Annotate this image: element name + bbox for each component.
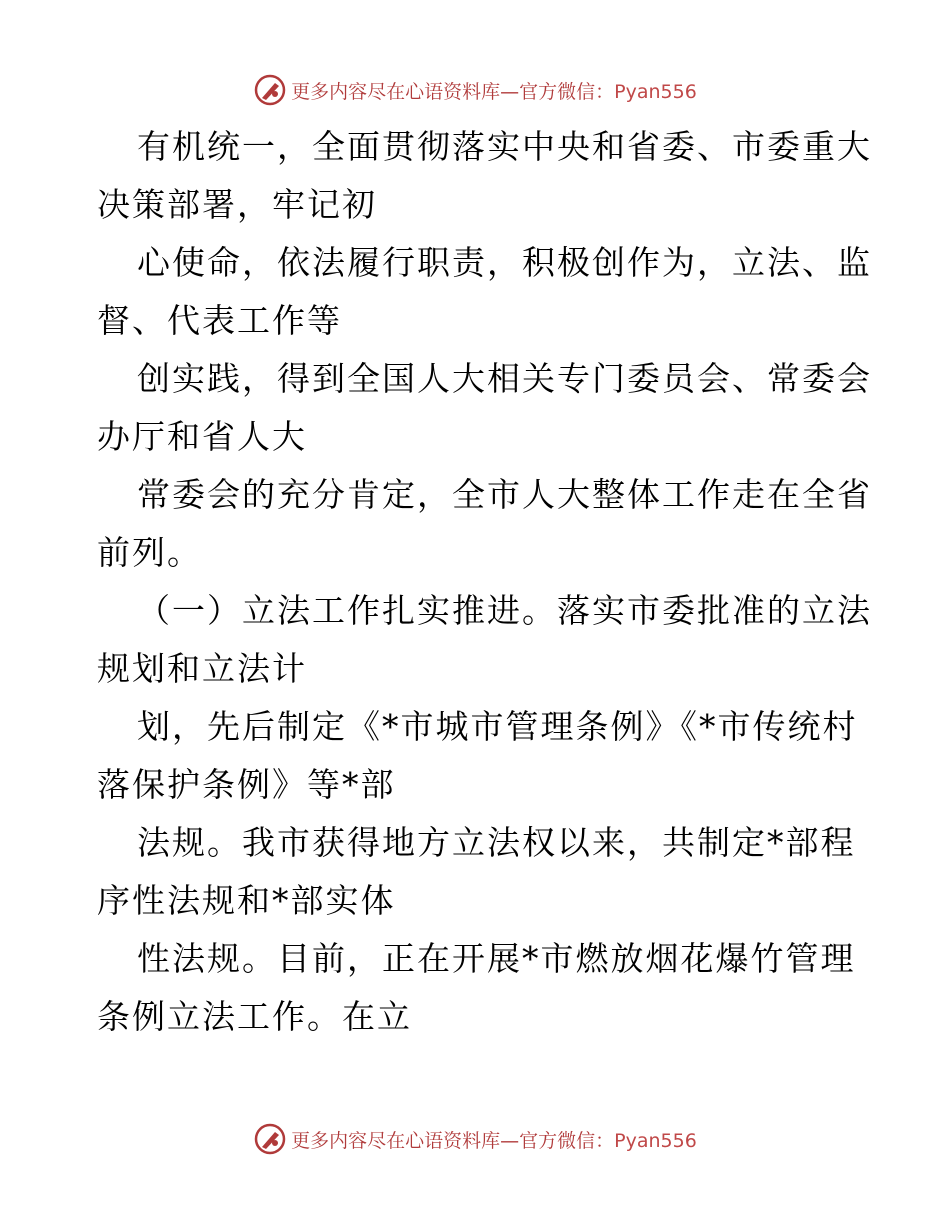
watermark-text: 更多内容尽在心语资料库—官方微信：Pyan556: [291, 1129, 697, 1152]
body-line: 划，先后制定《*市城市管理条例》《*市传统村: [137, 707, 858, 746]
body-line: 办厅和省人大: [97, 417, 307, 456]
watermark-header: [0, 72, 950, 108]
pen-logo-icon: [253, 1122, 287, 1156]
watermark-text: 更多内容尽在心语资料库—官方微信：Pyan556: [291, 80, 697, 103]
body-line: 督、代表工作等: [97, 301, 342, 340]
body-line: 序性法规和*部实体: [97, 881, 396, 920]
body-line: 常委会的充分肯定，全市人大整体工作走在全省: [137, 475, 872, 514]
body-line: 落保护条例》等*部: [97, 765, 396, 804]
pen-logo-icon: [253, 73, 287, 107]
body-line: 法规。我市获得地方立法权以来，共制定*部程: [137, 823, 856, 862]
body-line: （一）立法工作扎实推进。落实市委批准的立法: [137, 591, 872, 630]
document-body: [97, 118, 872, 1046]
body-line: 创实践，得到全国人大相关专门委员会、常委会: [137, 359, 872, 398]
body-line: 有机统一，全面贯彻落实中央和省委、市委重大: [137, 127, 872, 166]
body-line: 规划和立法计: [97, 649, 307, 688]
body-line: 性法规。目前，正在开展*市燃放烟花爆竹管理: [137, 939, 856, 978]
watermark-footer: [0, 1121, 950, 1157]
body-line: 决策部署，牢记初: [97, 185, 377, 224]
body-line: 前列。: [97, 533, 202, 572]
body-line: 心使命，依法履行职责，积极创作为，立法、监: [137, 243, 872, 282]
body-line: 条例立法工作。在立: [97, 997, 412, 1036]
